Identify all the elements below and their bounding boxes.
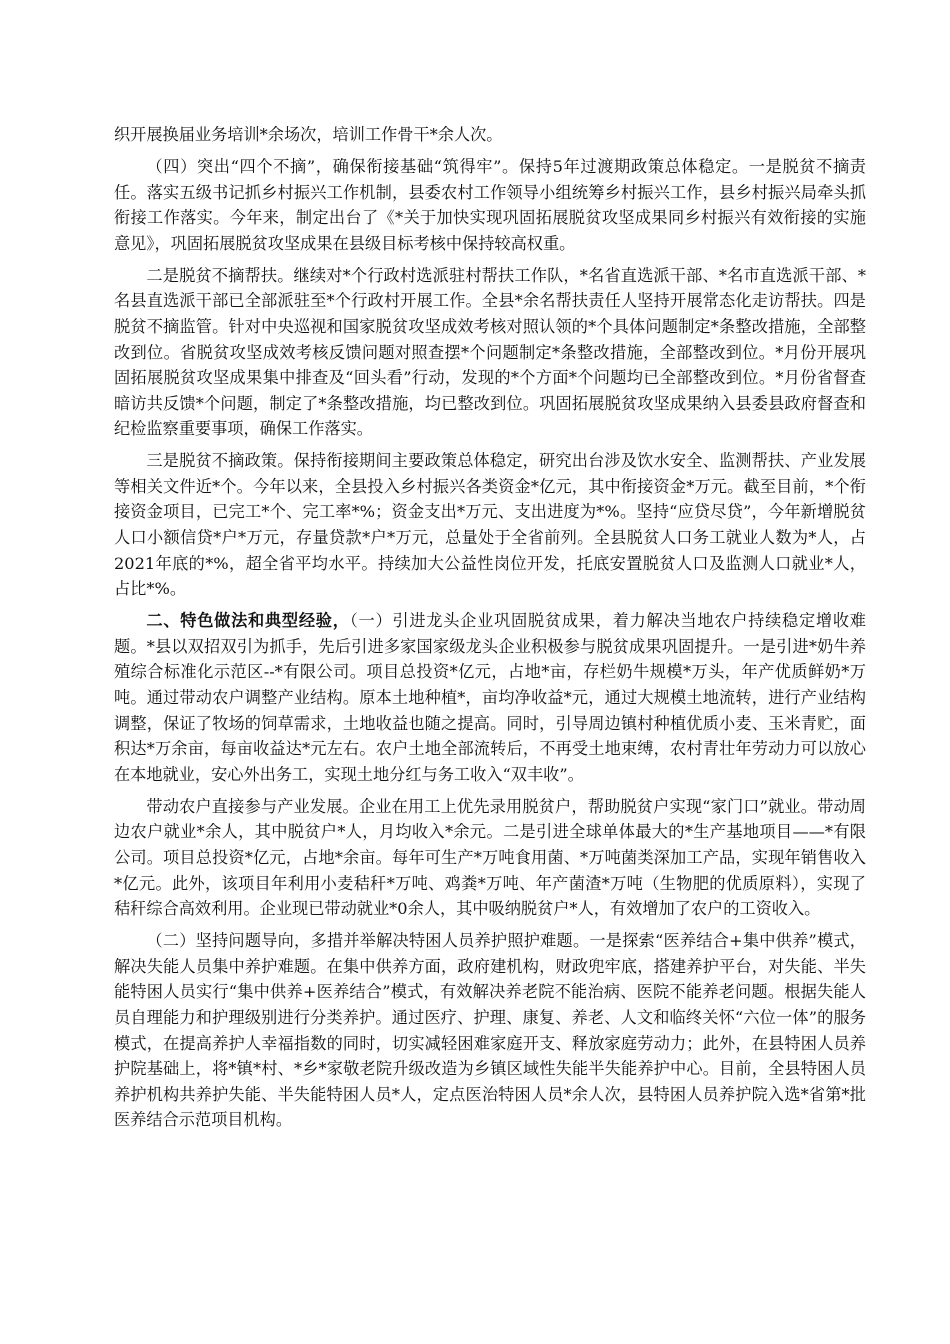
paragraph-policy: 三是脱贫不摘政策。保持衔接期间主要政策总体稳定，研究出台涉及饮水安全、监测帮扶、产业发展等相关文件近*个。今年以来，全县投入乡村振兴各类资金*亿元，其中衔接资金*万元。截至目前，*个衔接资金项目，已完工*个、完工率*%；资金支出*万元、支出进度为*%。坚持“应贷尽贷”，今年新增脱贫人口小额信贷*户*万元，存量贷款*户*万元，总量处于全省前列。全县脱贫人口务工就业人数为*人，占2021年底的*%，超全省平均水平。持续加大公益性岗位开发，托底安置脱贫人口及监测人口就业*人，占比*%。 [114, 451, 866, 599]
paragraph-assistance: 二是脱贫不摘帮扶。继续对*个行政村选派驻村帮扶工作队，*名省直选派干部、*名市直选派干部、*名县直选派干部已全部派驻至*个行政村开展工作。全县*余名帮扶责任人坚持开展常态化走访帮扶。四是脱贫不摘监管。针对中央巡视和国家脱贫攻坚成效考核对照认领的*个具体问题制定*条整改措施，全部整改到位。省脱贫攻坚成效考核反馈问题对照查摆*个问题制定*条整改措施，全部整改到位。*月份开展巩固拓展脱贫攻坚成果集中排查及“回头看”行动，发现的*个方面*个问题均已全部整改到位。*月份省督查暗访共反馈*个问题，制定了*条整改措施，均已整改到位。巩固拓展脱贫攻坚成果纳入县委县政府督查和纪检监察重要事项，确保工作落实。 [114, 265, 866, 439]
section-two-text: （一）引进龙头企业巩固脱贫成果，着力解决当地农户持续稳定增收难题。*县以双招双引为抓手，先后引进多家国家级龙头企业积极参与脱贫成果巩固提升。一是引进*奶牛养殖综合标准化示范区--*有限公司。项目总投资*亿元，占地*亩，存栏奶牛规模*万头，年产优质鲜奶*万吨。通过带动农户调整产业结构。原本土地种植*，亩均净收益*元，通过大规模土地流转，进行产业结构调整，保证了牧场的饲草需求，土地收益也随之提高。同时，引导周边镇村种植优质小麦、玉米青贮，面积达*万余亩，每亩收益达*元左右。农户土地全部流转后，不再受土地束缚，农村青壮年劳动力可以放心在本地就业，安心外出务工，实现土地分红与务工收入“双丰收”。 [114, 611, 866, 784]
paragraph-section-two [114, 608, 866, 787]
section-two-heading: 二、特色做法和典型经验， [146, 611, 350, 631]
paragraph-industry: 带动农户直接参与产业发展。企业在用工上优先录用脱贫户，帮助脱贫户实现“家门口”就业。带动周边农户就业*余人，其中脱贫户*人，月均收入*余元。二是引进全球单体最大的*生产基地项目——*有限公司。项目总投资*亿元，占地*余亩。每年可生产*万吨食用菌、*万吨菌类深加工产品，实现年销售收入*亿元。此外，该项目年利用小麦秸秆*万吨、鸡粪*万吨、年产菌渣*万吨（生物肥的优质原料），实现了秸秆综合高效利用。企业现已带动就业*0余人，其中吸纳脱贫户*人，有效增加了农户的工资收入。 [114, 796, 866, 919]
paragraph-continued: 织开展换届业务培训*余场次，培训工作骨干*余人次。 [114, 125, 503, 144]
paragraph-care: （二）坚持问题导向，多措并举解决特困人员养护照护难题。一是探索“医养结合+集中供养”模式，解决失能人员集中养护难题。在集中供养方面，政府建机构，财政兜牢底，搭建养护平台，对失能、半失能特困人员实行“集中供养+医养结合”模式，有效解决养老院不能治病、医院不能养老问题。根据失能人员自理能力和护理级别进行分类养护。通过医疗、护理、康复、养老、人文和临终关怀“六位一体”的服务模式，在提高养护人幸福指数的同时，切实减轻困难家庭开支、释放家庭劳动力；此外，在县特困人员养护院基础上，将*镇*村、*乡*家敬老院升级改造为乡镇区域性失能半失能养护中心。目前，全县特困人员养护机构共养护失能、半失能特困人员*人，定点医治特困人员*余人次，县特困人员养护院入选*省第*批医养结合示范项目机构。 [114, 931, 866, 1130]
paragraph-four-no-removal: （四）突出“四个不摘”，确保衔接基础“筑得牢”。保持5年过渡期政策总体稳定。一是脱贫不摘责任。落实五级书记抓乡村振兴工作机制，县委农村工作领导小组统筹乡村振兴工作，县乡村振兴局牵头抓衔接工作落实。今年来，制定出台了《*关于加快实现巩固拓展脱贫攻坚成果同乡村振兴有效衔接的实施意见》，巩固拓展脱贫攻坚成果在县级目标考核中保持较高权重。 [114, 156, 866, 253]
document-body [114, 122, 866, 1133]
